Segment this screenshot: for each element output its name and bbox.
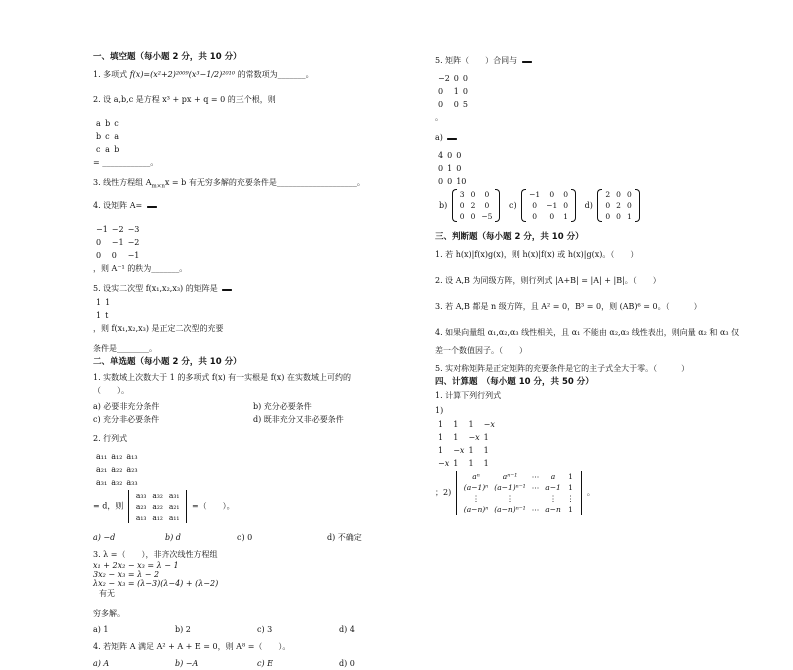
option-b-matrix: 3 0 0 0 2 0 0 0 −5 — [452, 189, 501, 222]
left-column: 一、填空题（每小题 2 分，共 10 分） 1. 多项式 f(x)=(x²+2)²⁰⁰⁹(x³−1/2)²⁰¹⁰ 的常数项为_______。 2. 设 a,b,c 是方程 x³ + px + q = 0 的三个根，则 a b c b c a c a b = ____________。 3. 线性方程组 $A_{m\times n}x = b$ 有无穷多解的充要条件是____________________。 4. 设矩阵 A= −1 −2 −3 0 −1 −2 0 0 −1 ，则 A⁻¹ 的秩为_______。 5. 设实二次型 f(x₁,x₂,x₃) 的矩阵是 1 1 1 t ，则 f(x₁,x₂,x₃) 是正定二次型的充要 条件是________。 二、单选题（每小题 2 分，共 10 分） 1. 实数域上次数大于 1 的多项式 f(x) 有一实根是 f(x) 在实数域上可约的 （ ）。 a) 必要非充分条件 b) 充分必要条件 c) 充分非必要条件 d) 既非充分又非必要条件 2. 行列式 a₁₁ a₁₂ a₁₃ a₂₁ a₂₂ a₂₃ a₃₁ a₃₂ a₃₃ = d，则 a₃₃ a₃₂ a₃₁ a₂₃ a₂₂ a₂₁ a₁₃ a₁₂ a₁₁ =（ ）。 a) −d b) d c) 0 d) 不确定 3. λ =（ ），非齐次线性方程组 x₁ + 2x₂ − x₃ = λ − 1 3x₂ − x₃ = λ − 2 λx₂ − x₃ = (λ−3)(λ−4) + (λ−2) 有无 穷多解。 a) 1 b) 2 c) 3 d) 4 4. 若矩阵 A 满足 A² + A + E = 0，则 A⁸ =（ ）。 a) A b) −A c) E d) 0 — [93, 50, 408, 670]
choice-q1-blank: （ ）。 — [93, 386, 129, 395]
calculation-heading: 四、计算题 （每小题 10 分，共 50 分） — [435, 377, 594, 387]
choice-q3-cont: 穷多解。 — [93, 609, 125, 618]
fill-q4: 4. 设矩阵 A= — [93, 201, 143, 210]
choice-q1-options-row2: c) 充分非必要条件 d) 既非充分又非必要条件 — [93, 415, 344, 424]
choice-q3-options: a) 1 b) 2 c) 3 d) 4 — [93, 625, 355, 634]
tf-item-5: 5. 实对称矩阵是正定矩阵的充要条件是它的主子式全大于零。（ ） — [435, 364, 690, 373]
fill-blank-heading: 一、填空题（每小题 2 分，共 10 分） — [93, 52, 242, 62]
true-false-heading: 三、判断题（每小题 2 分，共 10 分） — [435, 232, 584, 242]
fill-q2: 2. 设 a,b,c 是方程 x³ + px + q = 0 的三个根，则 — [93, 95, 276, 104]
tf-item-2: 2. 设 A,B 为同级方阵，则行列式 |A+B| = |A| + |B|。（ ） — [435, 276, 661, 285]
choice-q4: 4. 若矩阵 A 满足 A² + A + E = 0，则 A⁸ =（ ）。 — [93, 642, 291, 651]
choice-q4-options: a) A b) −A c) E d) 0 — [93, 659, 355, 668]
fill-q5-cont: 条件是________。 — [93, 344, 157, 353]
choice-q5-options: a) — [435, 133, 443, 142]
option-d-matrix: 2 0 0 0 2 0 0 0 1 — [597, 189, 639, 222]
choice-q2-options: a) −d b) d c) 0 d) 不确定 — [93, 533, 362, 542]
tf-item-4: 4. 如果向量组 α₁,α₂,α₃ 线性相关，且 α₁ 不能由 α₂,α₃ 线性表出，则向量 α₂ 和 α₃ 仅 — [435, 328, 740, 337]
choice-q5: 5. 矩阵（ ）合同与 — [435, 56, 518, 65]
calc-q1-parts: 1) — [435, 406, 444, 415]
single-choice-heading: 二、单选题（每小题 2 分，共 10 分） — [93, 357, 242, 367]
choice-q3: 3. λ =（ ），非齐次线性方程组 — [93, 550, 218, 559]
fill-q3: 3. 线性方程组 $A_{m\times n}x = b$ 有无穷多解的充要条件是____________________。 — [93, 178, 365, 190]
choice-q1-options-row1: a) 必要非充分条件 b) 充分必要条件 — [93, 402, 312, 411]
calc-q1: 1. 计算下列行列式 — [435, 391, 502, 400]
determinant-vandermonde: aⁿ aⁿ⁻¹ ⋯ a 1 (a−1)ⁿ (a−1)ⁿ⁻¹ ⋯ a−1 1 ⋮ ⋮ ⋮ ⋮ (a−n)ⁿ (a−n)ⁿ⁻¹ ⋯ a−n 1 — [456, 471, 583, 515]
right-column: 5. 矩阵（ ）合同与 −2 0 0 0 1 0 0 0 5 。 a) 4 0 0 0 1 0 0 0 10 b) 3 0 0 0 2 0 0 0 −5 c) −1 0 0 0 −1 0 0 0 1 d) 2 0 0 0 2 0 0 0 1 三、判断题（每小题 2 分，共 10 分） 1. 若 h(x)|f(x)g(x)，则 h(x)|f(x) 或 h(x)|g(x)。（ ） 2. 设 A,B 为同级方阵，则行列式 |A+B| = |A| + |B|。（ ） 3. 若 A,B 都是 n 级方阵，且 A² = 0，B³ = 0，则 (AB)⁶ = 0。（ ） 4. 如果向量组 α₁,α₂,α₃ 线性相关，且 α₁ 不能由 α₂,α₃ 线性表出，则向量 α₂ 和 α₃ 仅 差一个数值因子。（ ） 5. 实对称矩阵是正定矩阵的充要条件是它的主子式全大于零。（ ） 四、计算题 （每小题 10 分，共 50 分） 1. 计算下列行列式 1) 1 1 1 −x 1 1 −x 1 1 −x 1 1 −x 1 1 1 ；2) aⁿ aⁿ⁻¹ ⋯ a 1 (a−1)ⁿ (a−1)ⁿ⁻¹ ⋯ a−1 1 ⋮ ⋮ ⋮ ⋮ (a−n)ⁿ (a−n)ⁿ⁻¹ ⋯ a−n 1 。 — [435, 56, 740, 514]
fill-q5: 5. 设实二次型 f(x₁,x₂,x₃) 的矩阵是 — [93, 284, 218, 293]
option-c-matrix: −1 0 0 0 −1 0 0 0 1 — [521, 189, 576, 222]
determinant-reversed: a₃₃ a₃₂ a₃₁ a₂₃ a₂₂ a₂₁ a₁₃ a₁₂ a₁₁ — [128, 490, 188, 523]
choice-q2: 2. 行列式 — [93, 434, 128, 443]
tf-item-1: 1. 若 h(x)|f(x)g(x)，则 h(x)|f(x) 或 h(x)|g(x)。（ ） — [435, 250, 639, 259]
choice-q1: 1. 实数域上次数大于 1 的多项式 f(x) 有一实根是 f(x) 在实数域上可约的 — [93, 373, 351, 382]
tf-item-4-cont: 差一个数值因子。（ ） — [435, 346, 527, 355]
tf-item-3: 3. 若 A,B 都是 n 级方阵，且 A² = 0，B³ = 0，则 (AB)⁶ = 0。（ ） — [435, 302, 702, 311]
fill-q1: 1. 多项式 f(x)=(x²+2)²⁰⁰⁹(x³−1/2)²⁰¹⁰ 的常数项为_______。 — [93, 70, 314, 79]
